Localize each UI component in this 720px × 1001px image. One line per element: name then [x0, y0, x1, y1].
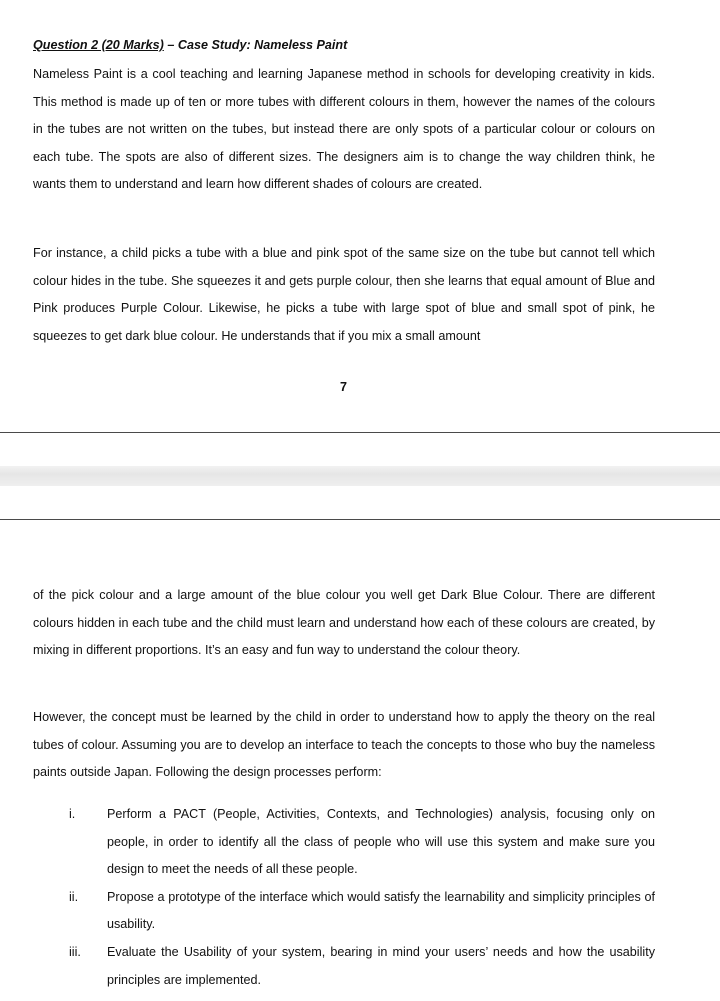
page-number: 7 — [339, 380, 347, 394]
task-text: Propose a prototype of the interface which would satisfy the learnability and simplicity principles of usability. — [107, 889, 655, 932]
document-page-bottom — [0, 520, 720, 1001]
question-heading-marks: Question 2 (20 Marks) — [33, 38, 164, 52]
question-heading-title: – Case Study: Nameless Paint — [163, 38, 348, 52]
task-number: i. — [69, 807, 76, 821]
document-page-top — [0, 0, 720, 432]
question-heading — [33, 38, 347, 52]
page-gap-band — [0, 466, 720, 486]
continuation-paragraph: of the pick colour and a large amount of the blue colour you well get Dark Blue Colour. There are different colours hidden in each tube and the child must learn and understand how each of these colours are created, by mixing in different proportions. It’s an easy and fun way to understand the colour theory. — [33, 588, 655, 658]
task-number: ii. — [69, 889, 79, 904]
task-text: Evaluate the Usability of your system, bearing in mind your users’ needs and how the usability principles are implemented. — [107, 944, 655, 987]
page-bottom-edge — [0, 432, 720, 433]
task-item-1 — [33, 801, 655, 884]
task-item-2 — [33, 884, 655, 939]
task-number: iii. — [69, 944, 81, 959]
task-item-3 — [33, 939, 655, 994]
instruction-paragraph: However, the concept must be learned by the child in order to understand how to apply the theory on the real tubes of colour. Assuming you are to develop an interface to teach the concepts to those who buy the nameless paints outside Japan. Following the design processes perform: — [33, 710, 655, 780]
task-text: Perform a PACT (People, Activities, Contexts, and Technologies) analysis, focusing only on people, in order to identify all the class of people who will use this system and make sure you design to meet the needs of all these people. — [107, 807, 655, 877]
intro-paragraph: Nameless Paint is a cool teaching and learning Japanese method in schools for developing creativity in kids. This method is made up of ten or more tubes with different colours in them, however the names of the colours in the tubes are not written on the tubes, but instead there are only spots of a particular colour or colours on each tube. The spots are also of different sizes. The designers aim is to change the way children think, he wants them to understand and learn how different shades of colours are created. — [33, 67, 655, 192]
page-break — [0, 432, 720, 520]
example-paragraph: For instance, a child picks a tube with a blue and pink spot of the same size on the tube but cannot tell which colour hides in the tube. She squeezes it and gets purple colour, then she learns that equal amount of Blue and Pink produces Purple Colour. Likewise, he picks a tube with large spot of blue and small spot of pink, he squeezes to get dark blue colour. He understands that if you mix a small amount — [33, 246, 655, 343]
task-list — [33, 801, 655, 994]
